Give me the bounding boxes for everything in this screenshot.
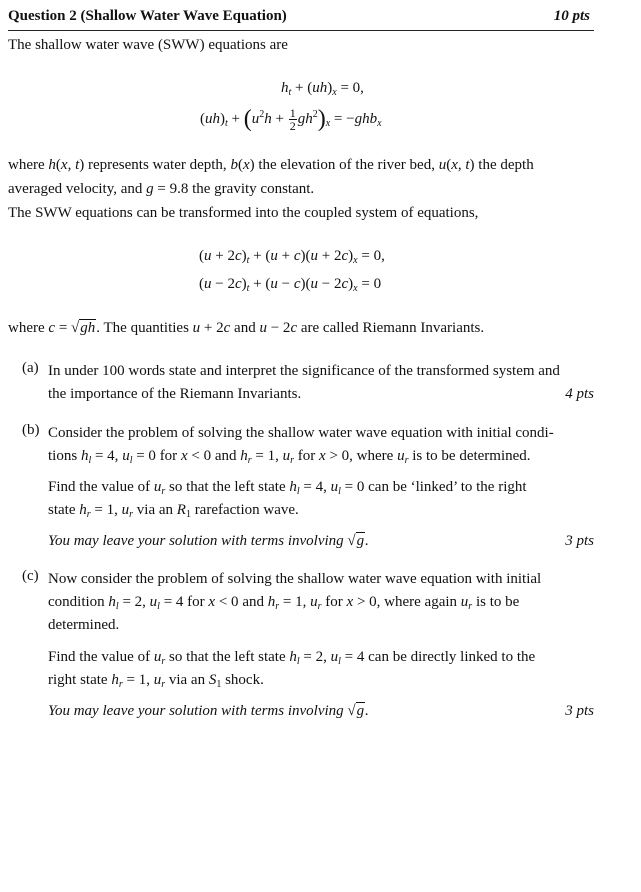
part-a-label: (a) [22, 360, 39, 376]
part-c [22, 568, 594, 718]
part-a-line-2: the importance of the Riemann Invariants. [48, 386, 302, 402]
equation-riemann-minus: $(u - 2c)_t + (u - c)(u - 2c)_x = 0$ [199, 276, 382, 294]
part-c-line-4: Find the value of $u_r$ so that the left state $h_l = 2$, $u_l = 4$ can be directly linked to the [48, 649, 536, 667]
part-c-label: (c) [22, 568, 39, 584]
part-b-line-4: state $h_r = 1$, $u_r$ via an $R_1$ rarefaction wave. [48, 502, 299, 520]
part-c-note: You may leave your solution with terms involving √g. [48, 703, 369, 719]
part-c-line-2: condition $h_l = 2$, $u_l = 4$ for x < 0 and $h_r = 1$, $u_r$ for x > 0, where again $u_r$ is to be [48, 594, 520, 612]
where-line-1: where h(x, t) represents water depth, b(x) the elevation of the river bed, u(x, t) the depth [8, 157, 534, 173]
where-line-2: averaged velocity, and g = 9.8 the gravity constant. [8, 181, 315, 197]
part-c-points: 3 pts [565, 703, 594, 719]
equation-riemann-plus: $(u + 2c)_t + (u + c)(u + 2c)_x = 0$, [199, 248, 385, 266]
part-c-line-3: determined. [48, 617, 120, 633]
transform-intro: The SWW equations can be transformed into the coupled system of equations, [8, 205, 479, 221]
part-b [22, 422, 594, 552]
intro-text: The shallow water wave (SWW) equations are [8, 37, 288, 53]
question-header [8, 6, 594, 31]
part-b-points: 3 pts [565, 533, 594, 549]
question-title: Question 2 (Shallow Water Wave Equation) [8, 8, 287, 24]
part-a [22, 360, 594, 408]
part-a-line-1: In under 100 words state and interpret the significance of the transformed system and [48, 363, 560, 379]
equation-momentum: $(uh)_t + (u^2h$ + $\frac{1}{2}$ $gh^2)_x = -ghb_x$ [200, 106, 382, 134]
where-riemann-line: where c = √gh. The quantities u + 2c and u − 2c are called Riemann Invariants. [8, 320, 485, 336]
part-c-line-1: Now consider the problem of solving the shallow water wave equation with initial [48, 571, 542, 587]
part-b-line-3: Find the value of $u_r$ so that the left state $h_l = 4$, $u_l = 0$ can be ‘linked’ to the right [48, 479, 527, 497]
equation-mass: $h_t + (uh)_x = 0$, [281, 80, 364, 98]
part-b-line-2: tions $h_l = 4$, $u_l = 0$ for x < 0 and $h_r = 1$, $u_r$ for x > 0, where $u_r$ is to be determined. [48, 448, 531, 466]
part-b-note: You may leave your solution with terms involving √g. [48, 533, 369, 549]
question-points: 10 pts [553, 8, 590, 24]
part-b-label: (b) [22, 422, 40, 438]
part-c-line-5: right state $h_r = 1$, $u_r$ via an $S_1$ shock. [48, 672, 264, 690]
part-a-points: 4 pts [565, 386, 594, 402]
part-b-line-1: Consider the problem of solving the shallow water wave equation with initial condi- [48, 425, 554, 441]
